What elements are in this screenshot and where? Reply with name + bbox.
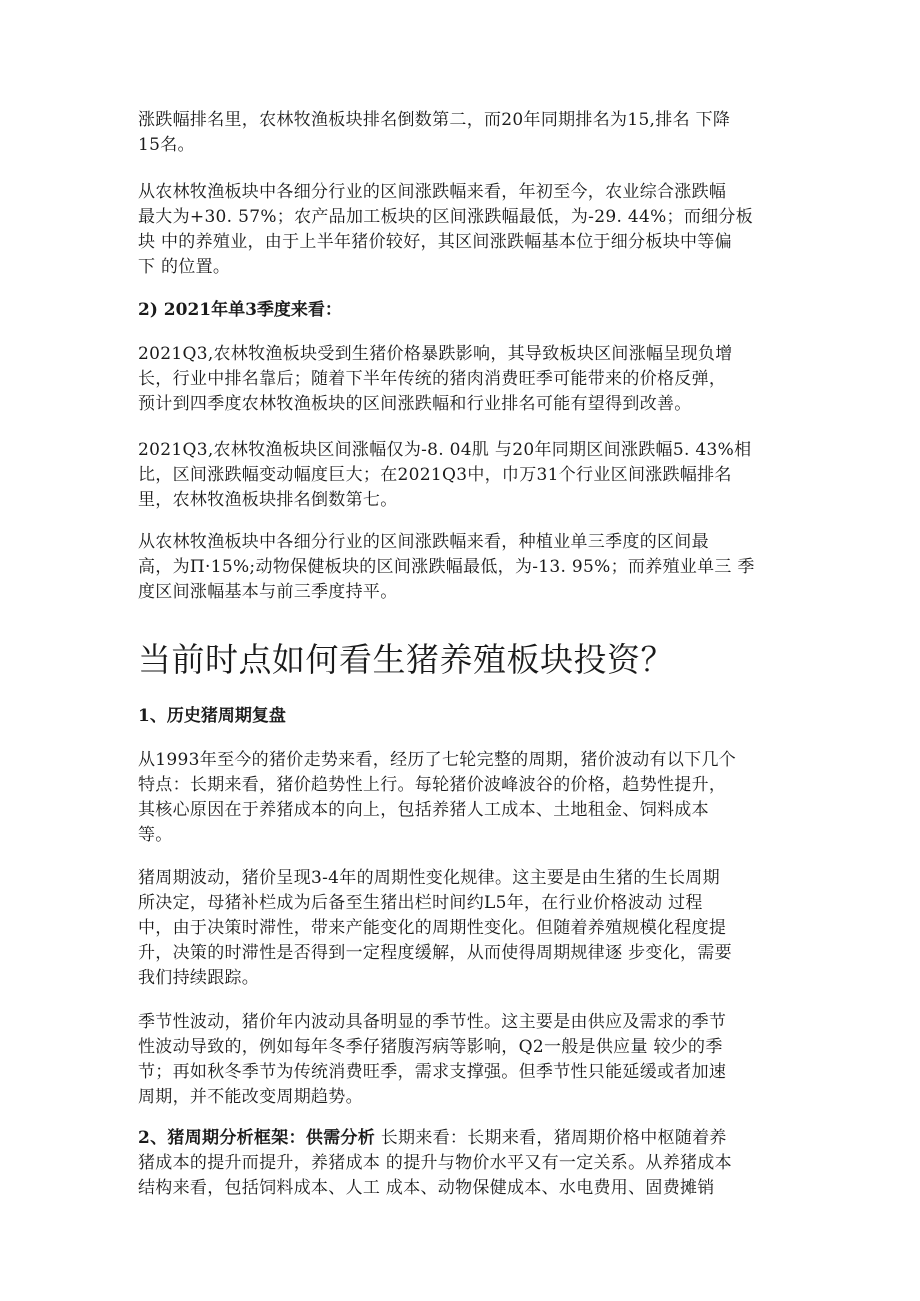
paragraph-q3-impact: 2021Q3,农林牧渔板块受到生猪价格暴跌影响，其导致板块区间涨幅呈现负增 长，行业中排名靠后；随着下半年传统的猪肉消费旺季可能带来的价格反弹， 预计到四季度农林牧渔板块的区间涨跌幅和行业排名可能有望得到改善。 bbox=[138, 344, 733, 414]
paragraph-seasonal: 季节性波动，猪价年内波动具备明显的季节性。这主要是由供应及需求的季节 性波动导致的，例如每年冬季仔猪腹泻病等影响，Q2一般是供应量 较少的季 节；再如秋冬季节为传统消费旺季，需求支撑强。但季节性只能延缓或者加速 周期，并不能改变周期趋势。 bbox=[138, 1012, 727, 1107]
paragraph-q3-subsector: 从农林牧渔板块中各细分行业的区间涨跌幅来看，种植业单三季度的区间最 高，为Π·15%;动物保健板块的区间涨跌幅最低，为-13. 95%；而养殖业单三 季 度区间涨幅基本与前三季度持平。 bbox=[138, 532, 755, 602]
main-heading: 当前时点如何看生猪养殖板块投资？ bbox=[138, 640, 674, 679]
paragraph-framework: 2、猪周期分析框架：供需分析 长期来看：长期来看，猪周期价格中枢随着养 猪成本的提升而提升，养猪成本 的提升与物价水平又有一定关系。从养猪成本 结构来看，包括饲料成本、人工 成本、动物保健成本、水电费用、固费摊销 bbox=[138, 1128, 732, 1198]
paragraph-subsector-ytd: 从农林牧渔板块中各细分行业的区间涨跌幅来看，年初至今，农业综合涨跌幅 最大为+30. 57%；农产品加工板块的区间涨跌幅最低，为-29. 44%；而细分板 块 中的养殖业，由于上半年猪价较好，其区间涨跌幅基本位于细分板块中等偏 下 的位置。 bbox=[138, 182, 754, 277]
section-heading-q3: 2) 2021年单3季度来看： bbox=[138, 300, 342, 320]
paragraph-history-trend: 从1993年至今的猪价走势来看，经历了七轮完整的周期，猪价波动有以下几个 特点：长期来看，猪价趋势性上行。每轮猪价波峰波谷的价格，趋势性提升， 其核心原因在于养猪成本的向上，包括养猪人工成本、土地租金、饲料成本 等。 bbox=[138, 750, 737, 845]
section-heading-history: 1、历史猪周期复盘 bbox=[138, 706, 286, 726]
paragraph-cycle-volatility: 猪周期波动，猪价呈现3-4年的周期性变化规律。这主要是由生猪的生长周期 所决定，母猪补栏成为后备至生猪出栏时间约L5年，在行业价格波动 过程 中，由于决策时滞性，带来产能变化的周期性变化。但随着养殖规模化程度提 升，决策的时滞性是否得到一定程度缓解，从而使得周期规律逐 步变化，需要 我们持续跟踪。 bbox=[138, 868, 732, 988]
paragraph-ranking: 涨跌幅排名里，农林牧渔板块排名倒数第二，而20年同期排名为15,排名 下降 15名。 bbox=[138, 110, 731, 155]
framework-heading: 2、猪周期分析框架：供需分析 bbox=[138, 1128, 376, 1148]
paragraph-q3-range: 2021Q3,农林牧渔板块区间涨幅仅为-8. 04肌 与20年同期区间涨跌幅5. 43%相 比，区间涨跌幅变动幅度巨大；在2021Q3中，巾万31个行业区间涨跌幅排名 里，农林牧渔板块排名倒数第七。 bbox=[138, 440, 752, 510]
